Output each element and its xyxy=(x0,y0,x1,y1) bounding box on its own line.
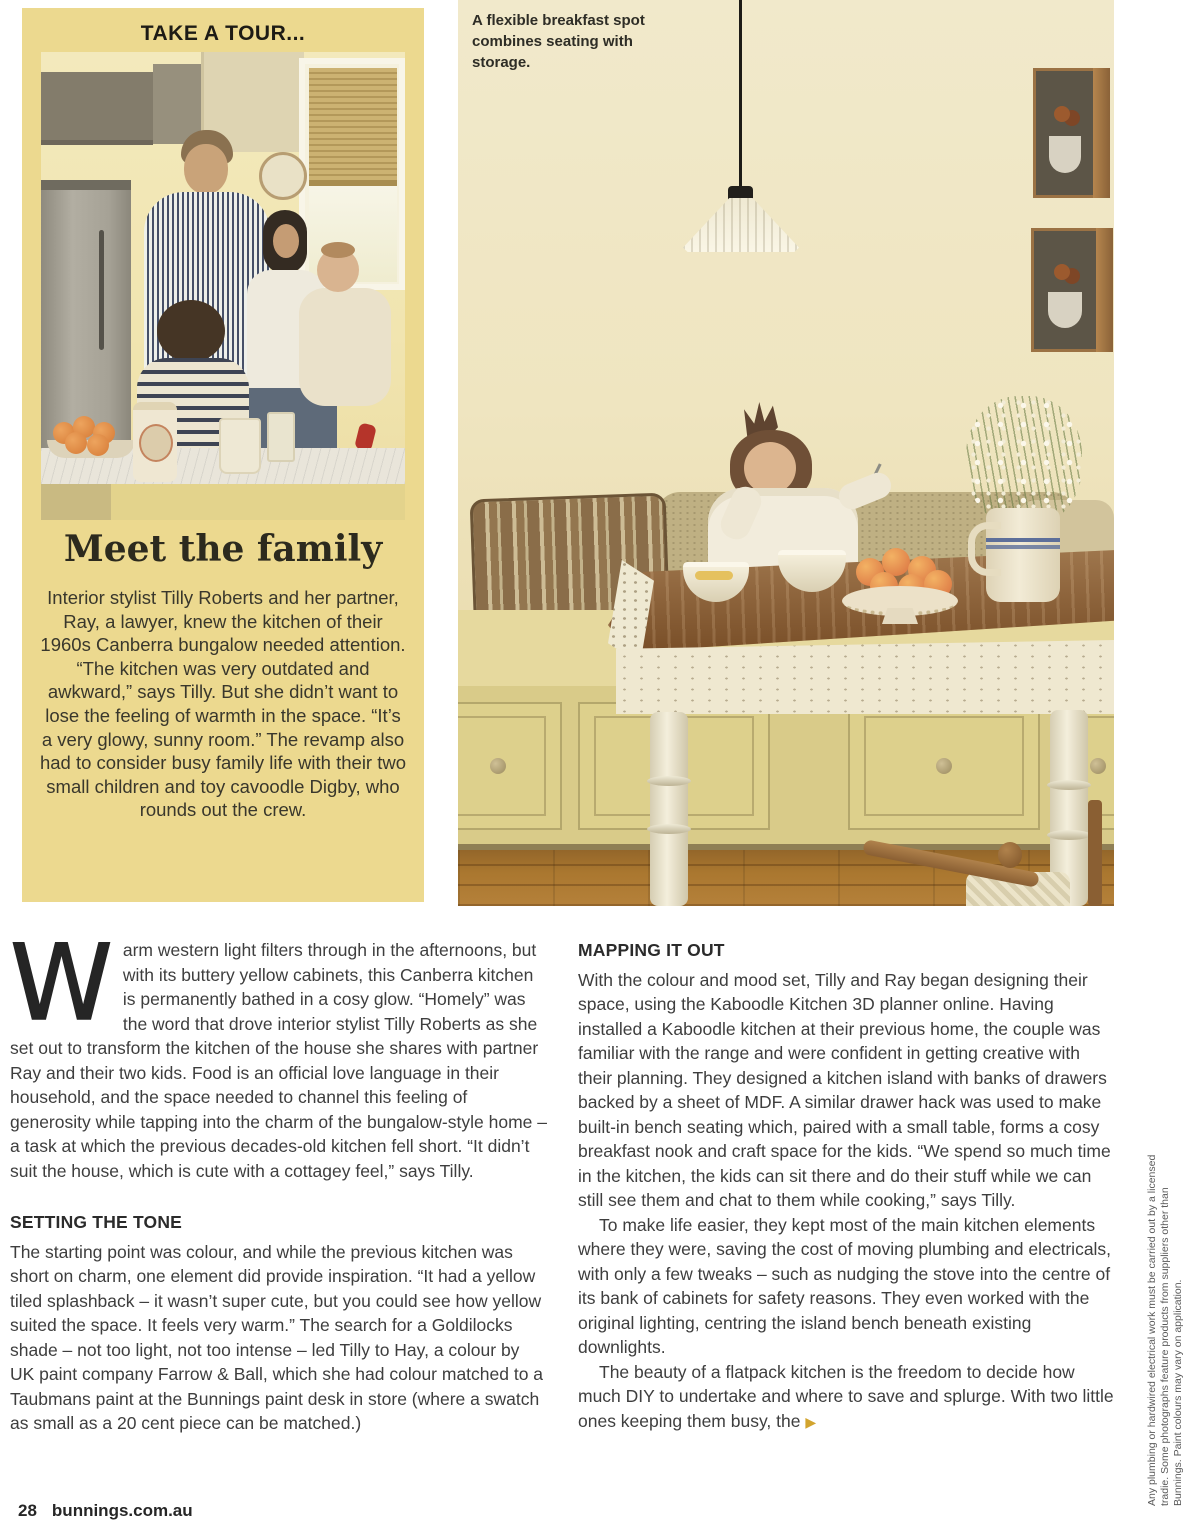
framed-artwork-top xyxy=(1033,68,1110,198)
wall-plate xyxy=(259,152,307,200)
table-leg xyxy=(650,712,688,906)
take-a-tour-panel xyxy=(22,8,424,902)
framed-artwork-bottom xyxy=(1031,228,1113,352)
leg-turning xyxy=(1047,780,1091,790)
drawer-knob xyxy=(490,758,506,774)
page-number: 28 xyxy=(18,1501,37,1520)
legal-note-wrapper xyxy=(1146,1138,1188,1506)
chair-finial xyxy=(998,842,1022,868)
tour-title: Meet the family xyxy=(63,528,383,570)
section-heading-mapping-it-out: MAPPING IT OUT xyxy=(578,940,725,960)
jar-label xyxy=(139,424,173,462)
photo-caption: A flexible breakfast spot combines seating with storage. xyxy=(472,12,645,71)
mapping-it-out-paragraph: With the colour and mood set, Tilly and Ray began designing their space, using the Kaboodle Kitchen 3D planner online. Having installed a Kaboodle kitchen at their previous home, the couple was familiar with the range and were confident in getting creative with their planning. They designed a kitchen island with banks of drawers backed by a sheet of MDF. A similar drawer hack was used to make built-in bench seating which, paired with a small table, forms a cosy breakfast nook and craft space for the kids. “We spend so much time in the kitchen, the kids can sit there and do their stuff while we can still see them and chat to them while cooking,” says Tilly. xyxy=(578,969,1111,1210)
bench-drawer xyxy=(458,702,562,830)
fridge-handle xyxy=(99,230,104,350)
flour-jar xyxy=(133,402,177,482)
artwork-fruit xyxy=(1054,264,1070,280)
cereal xyxy=(695,571,733,580)
leg-turning xyxy=(647,824,691,834)
island-base-shadow xyxy=(41,484,111,520)
pendant-cord xyxy=(739,0,742,198)
article-column-right xyxy=(578,938,1115,1434)
frame-side xyxy=(1093,68,1110,198)
daisy-flowers xyxy=(966,396,1082,526)
jug-handle xyxy=(968,522,1001,576)
section-heading-setting-the-tone: SETTING THE TONE xyxy=(10,1212,183,1232)
drinking-glass xyxy=(267,412,295,462)
tour-body-text: Interior stylist Tilly Roberts and her partner, Ray, a lawyer, knew the kitchen of their 1960s Canberra bungalow needed attention. “The kitchen was very outdated and awkward,” says Tilly. But she didn’t want to lose the feeling of warmth in the space. “It’s a very glowy, sunny room.” The revamp also had to consider busy family life with their two small children and toy cavoodle Digby, who rounds out the crew. xyxy=(39,587,407,821)
baby-hair xyxy=(321,242,355,258)
leg-turning xyxy=(647,776,691,786)
legal-note: Any plumbing or hardwired electrical work must be carried out by a licensed tradie. Some photographs feature products from suppliers other than Bunnings. Paint colours may vary on application. xyxy=(1146,1154,1184,1506)
pedestal-plate-foot xyxy=(882,608,918,624)
orange xyxy=(65,432,87,454)
beauty-text: The beauty of a flatpack kitchen is the freedom to decide how much DIY to undertake and where to save and splurge. With two little ones keeping them busy, the xyxy=(578,1361,1114,1431)
easier-paragraph: To make life easier, they kept most of the main kitchen elements where they were, saving the cost of moving plumbing and electricals, with only a few tweaks – such as nudging the stove into the centre of its bank of cabinets for safety reasons. They even worked with the original lighting, centring the island bench beneath existing downlights. xyxy=(578,1214,1112,1357)
article-column-left xyxy=(10,922,547,1436)
child-face xyxy=(744,442,796,494)
drawer-knob xyxy=(1090,758,1106,774)
measuring-cup xyxy=(219,418,261,474)
drawer-knob xyxy=(936,758,952,774)
flower-jug xyxy=(986,508,1060,602)
frame-side xyxy=(1096,228,1113,352)
dad-head xyxy=(184,144,228,194)
family-kitchen-photo xyxy=(41,52,405,520)
tour-kicker: TAKE A TOUR... xyxy=(140,22,306,45)
mom-face xyxy=(273,224,299,258)
artwork-bowl xyxy=(1048,292,1082,327)
continued-arrow-icon: ▶ xyxy=(805,1413,816,1430)
intro-text: arm western light filters through in the afternoons, but with its buttery yellow cabinets, this Canberra kitchen is permanently bathed in a cosy glow. “Homely” was the word that drove interior stylist Tilly Roberts as she set out to transform the kitchen of the house she shares with partner Ray and their two kids. Food is an official love language in their household, and the space needed to channel this feeling of generosity while tapping into the charm of the bungalow-style home – a task at which the previous decades-old kitchen fell short. “It didn’t suit the house, which is cute with a cottagey feel,” says Tilly. xyxy=(10,940,547,1181)
boy-curly-hair xyxy=(157,300,225,362)
artwork-fruit xyxy=(1054,106,1070,122)
baby-body xyxy=(299,288,391,406)
chair-stile xyxy=(1088,800,1102,906)
bench-drawer xyxy=(848,702,1040,830)
bamboo-blind xyxy=(309,68,397,188)
jug-blue-stripe xyxy=(986,538,1060,542)
site-url: bunnings.com.au xyxy=(51,1501,193,1520)
upper-cabinet-dark xyxy=(41,72,153,145)
dropcap: W xyxy=(10,922,113,1044)
leg-turning xyxy=(1047,830,1091,840)
artwork-bowl xyxy=(1049,136,1081,173)
breakfast-nook-photo xyxy=(458,0,1114,906)
table-apron xyxy=(616,640,1114,714)
setting-the-tone-paragraph: The starting point was colour, and while the previous kitchen was short on charm, one element did provide inspiration. “It had a yellow tiled splashback – it wasn’t super cute, but you could see how yellow suited the space. It feels very warm.” The search for a Goldilocks shade – not too light, not too intense – led Tilly to Hay, a colour by UK paint company Farrow & Ball, which she had colour matched to a Taubmans paint at the Bunnings paint desk in store (where a swatch as small as a 20 cent piece can be matched.) xyxy=(10,1241,544,1433)
page-footer xyxy=(18,1501,193,1521)
intro-paragraph xyxy=(10,922,547,1183)
beauty-paragraph xyxy=(578,1360,1115,1435)
orange xyxy=(87,434,109,456)
pendant-light xyxy=(683,198,799,252)
